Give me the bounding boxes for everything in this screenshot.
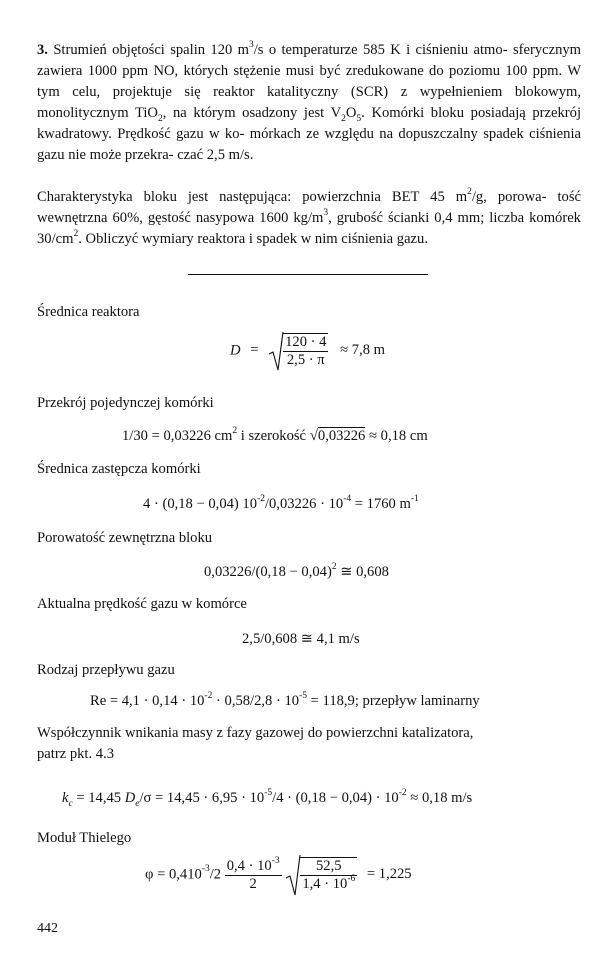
equation-mass-transfer: $k_c = 14,45$ $D_e/\sigma = 14,45 \cdot 6,95 \cdot 10^{-5}/4 \cdot (0,18 - 0,04) \cdot 10^{-2} \approx 0,18$ m/s <box>62 788 473 809</box>
radical-icon <box>268 330 284 372</box>
equation-thiele: $\varphi = 0,410^{-3}/2$ $\frac{0,4 \cdot 10^{-3}}{2}$ $\frac{52,5}{1,4 \cdot 10^{-6}}$ = 1,225 <box>145 853 412 897</box>
problem-number: 3. <box>37 42 48 58</box>
flow-type-label: Rodzaj przepływu gazu <box>37 662 175 678</box>
cell-section-label: Przekrój pojedynczej komórki <box>37 395 214 411</box>
section-divider <box>188 274 428 275</box>
equivalent-diameter-label: Średnica zastępcza komórki <box>37 461 201 477</box>
equation-cell-section: 1/30 = 0,03226 $cm^2$ i szerokość √0,03226 ≈ 0,18 cm <box>122 426 428 444</box>
block-characteristics-text: Charakterystyka bloku jest następująca: powierzchnia BET 45 $m^2/g$, porowa- tość wewnętrzna 60%, gęstość nasypowa 1600 $kg/m^3$, grubość ścianki 0,4 mm; liczba komórek $30/cm^2$. Obliczyć wymiary reaktora i spadek w nim ciśnienia gazu. <box>37 187 581 247</box>
sqrt-sign-thiele: $\frac{52,5}{1,4 \cdot 10^{-6}}$ <box>285 853 357 897</box>
sqrt-sign: $\frac{120 \cdot 4}{2,5 \cdot \pi}$ <box>268 330 328 372</box>
mass-transfer-text: Współczynnik wnikania masy z fazy gazowej do powierzchni katalizatora, patrz pkt. 4.3 <box>37 725 474 762</box>
velocity-label: Aktualna prędkość gazu w komórce <box>37 596 247 612</box>
thiele-label: Moduł Thielego <box>37 830 132 846</box>
equation-diameter: D = $\frac{120 \cdot 4}{2,5 \cdot \pi}$ ≈ 7,8 m <box>230 330 385 372</box>
porosity-label: Porowatość zewnętrzna bloku <box>37 530 213 546</box>
radical-icon <box>285 853 301 897</box>
equation-reynolds: $Re = 4,1 \cdot 0,14 \cdot 10^{-2} \cdot 0,58/2,8 \cdot 10^{-5} = 118,9$; przepływ laminarny <box>90 691 480 709</box>
equation-equivalent-diameter: 4 · (0,18 − 0,04) $10^{-2}/0,03226 \cdot 10^{-4} = 1760$ $m^{-1}$ <box>143 494 419 512</box>
page-number: 442 <box>37 921 58 936</box>
problem-text: 3. Strumień objętości spalin 120 $m^3/s$ o temperaturze 585 K i ciśnieniu atmo- sferycznym zawiera 1000 ppm NO, których stężenie musi być zredukowane do poziomu 100 ppm. W tym celu, projektuje się reaktor katalityczny (SCR) z wypełnieniem blokowym, monolitycznym TiO$_2$, na którym osadzony jest $V_2O_5$. Komórki bloku posiadają przekrój kwadratowy. Prędkość gazu w ko- mórkach ze względu na dopuszczalny spadek ciśnienia gazu nie może przekra- czać 2,5 m/s. <box>37 40 582 163</box>
equation-velocity: 2,5/0,608 ≅ 4,1 m/s <box>242 631 360 647</box>
diameter-label: Średnica reaktora <box>37 304 140 320</box>
equation-porosity: $0,03226/(0,18 - 0,04)^2$ ≅ 0,608 <box>204 562 389 580</box>
